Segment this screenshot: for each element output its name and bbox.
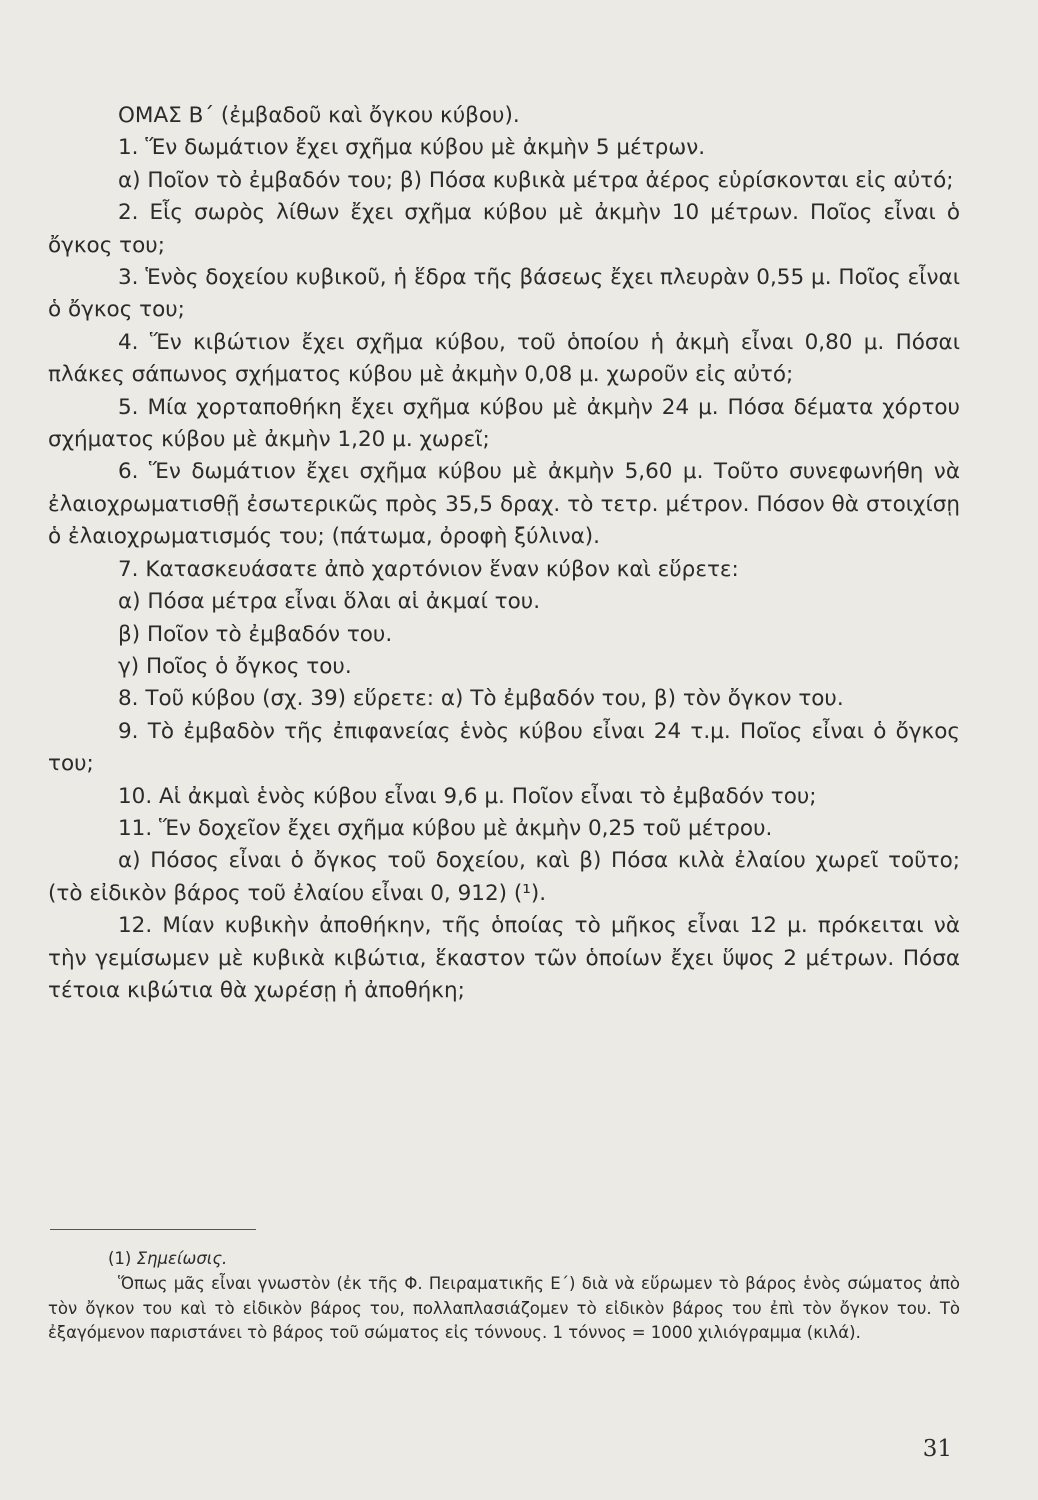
exercise-paragraph: β) Ποῖον τὸ ἐμβαδόν του. [118, 621, 393, 647]
exercise-paragraph: 7. Κατασκευάσατε ἀπὸ χαρτόνιον ἕναν κύβον καὶ εὕρετε: [118, 556, 739, 582]
exercise-paragraph: 10. Αἱ ἀκμαὶ ἑνὸς κύβου εἶναι 9,6 μ. Ποῖον εἶναι τὸ ἐμβαδόν του; [118, 783, 817, 809]
section-heading: ΟΜΑΣ Β΄ (ἐμβαδοῦ καὶ ὄγκου κύβου). [118, 103, 520, 128]
page-number: 31 [922, 1436, 952, 1462]
footnote-divider [50, 1229, 256, 1230]
exercise-paragraph: 2. Εἷς σωρὸς λίθων ἔχει σχῆμα κύβου μὲ ἀκμὴν 10 μέτρων. Ποῖος εἶναι ὁ ὄγκος του; [48, 200, 960, 258]
footnote-number: (1) [108, 1249, 132, 1268]
exercise-paragraph: 5. Μία χορταποθήκη ἔχει σχῆμα κύβου μὲ ἀκμὴν 24 μ. Πόσα δέματα χόρτου σχήματος κύβου μὲ ἀκμὴν 1,20 μ. χωρεῖ; [48, 394, 960, 453]
exercise-paragraph: 8. Τοῦ κύβου (σχ. 39) εὕρετε: α) Τὸ ἐμβαδόν του, β) τὸν ὄγκον του. [118, 686, 844, 712]
exercise-paragraph: α) Πόσος εἶναι ὁ ὄγκος τοῦ δοχείου, καὶ β) Πόσα κιλὰ ἐλαίου χωρεῖ τοῦτο; (τὸ εἰδικὸν βάρος τοῦ ἐλαίου εἶναι 0, 912) (¹). [48, 848, 960, 906]
exercise-paragraph: 11. Ἕν δοχεῖον ἔχει σχῆμα κύβου μὲ ἀκμὴν 0,25 τοῦ μέτρου. [118, 815, 773, 841]
exercise-paragraph: 4. Ἕν κιβώτιον ἔχει σχῆμα κύβου, τοῦ ὁποίου ἡ ἀκμὴ εἶναι 0,80 μ. Πόσαι πλάκες σάπωνος σχήματος κύβου μὲ ἀκμὴν 0,08 μ. χωροῦν εἰς αὐτό; [48, 329, 960, 388]
exercise-paragraph: 6. Ἕν δωμάτιον ἔχει σχῆμα κύβου μὲ ἀκμὴν 5,60 μ. Τοῦτο συνεφωνήθη νὰ ἐλαιοχρωματισθῇ ἐσωτερικῶς πρὸς 35,5 δραχ. τὸ τετρ. μέτρον. Πόσον θὰ στοιχίσῃ ὁ ἐλαιοχρωματισμός του; (πάτωμα, ὀροφὴ ξύλινα). [48, 459, 960, 550]
exercise-paragraph: γ) Ποῖος ὁ ὄγκος του. [118, 653, 352, 679]
exercise-paragraph: 1. Ἕν δωμάτιον ἔχει σχῆμα κύβου μὲ ἀκμὴν 5 μέτρων. [118, 135, 706, 161]
exercise-paragraph: α) Πόσα μέτρα εἶναι ὅλαι αἱ ἀκμαί του. [118, 589, 541, 615]
footnote-title: Σημείωσις. [136, 1249, 228, 1268]
exercise-paragraph: α) Ποῖον τὸ ἐμβαδόν του; β) Πόσα κυβικὰ μέτρα ἀέρος εὑρίσκονται εἰς αὐτό; [118, 167, 954, 193]
footnote-label [48, 1247, 960, 1272]
footnote-text: Ὅπως μᾶς εἶναι γνωστὸν (ἐκ τῆς Φ. Πειραματικῆς Ε΄) διὰ νὰ εὕρωμεν τὸ βάρος ἑνὸς σώματος ἀπὸ τὸν ὄγκον του καὶ τὸ εἰδικὸν βάρος του, πολλαπλασιάζομεν τὸ εἰδικὸν βάρος του ἐπὶ τὸν ὄγκον του. Τὸ ἐξαγόμενον παριστάνει τὸ βάρος τοῦ σώματος εἰς τόννους. 1 τόννος = 1000 χιλιόγραμμα (κιλά). [48, 1273, 960, 1343]
footnote [48, 1247, 960, 1346]
exercise-paragraph: 12. Μίαν κυβικὴν ἀποθήκην, τῆς ὁποίας τὸ μῆκος εἶναι 12 μ. πρόκειται νὰ τὴν γεμίσωμεν μὲ κυβικὰ κιβώτια, ἕκαστον τῶν ὁποίων ἔχει ὕψος 2 μέτρων. Πόσα τέτοια κιβώτια θὰ χωρέσῃ ἡ ἀποθήκη; [48, 913, 960, 1003]
exercise-list [48, 132, 960, 1007]
exercise-paragraph: 3. Ἑνὸς δοχείου κυβικοῦ, ἡ ἕδρα τῆς βάσεως ἔχει πλευρὰν 0,55 μ. Ποῖος εἶναι ὁ ὄγκος του; [48, 265, 960, 323]
exercise-section [48, 100, 960, 1007]
exercise-paragraph: 9. Τὸ ἐμβαδὸν τῆς ἐπιφανείας ἑνὸς κύβου εἶναι 24 τ.μ. Ποῖος εἶναι ὁ ὄγκος του; [48, 718, 960, 777]
